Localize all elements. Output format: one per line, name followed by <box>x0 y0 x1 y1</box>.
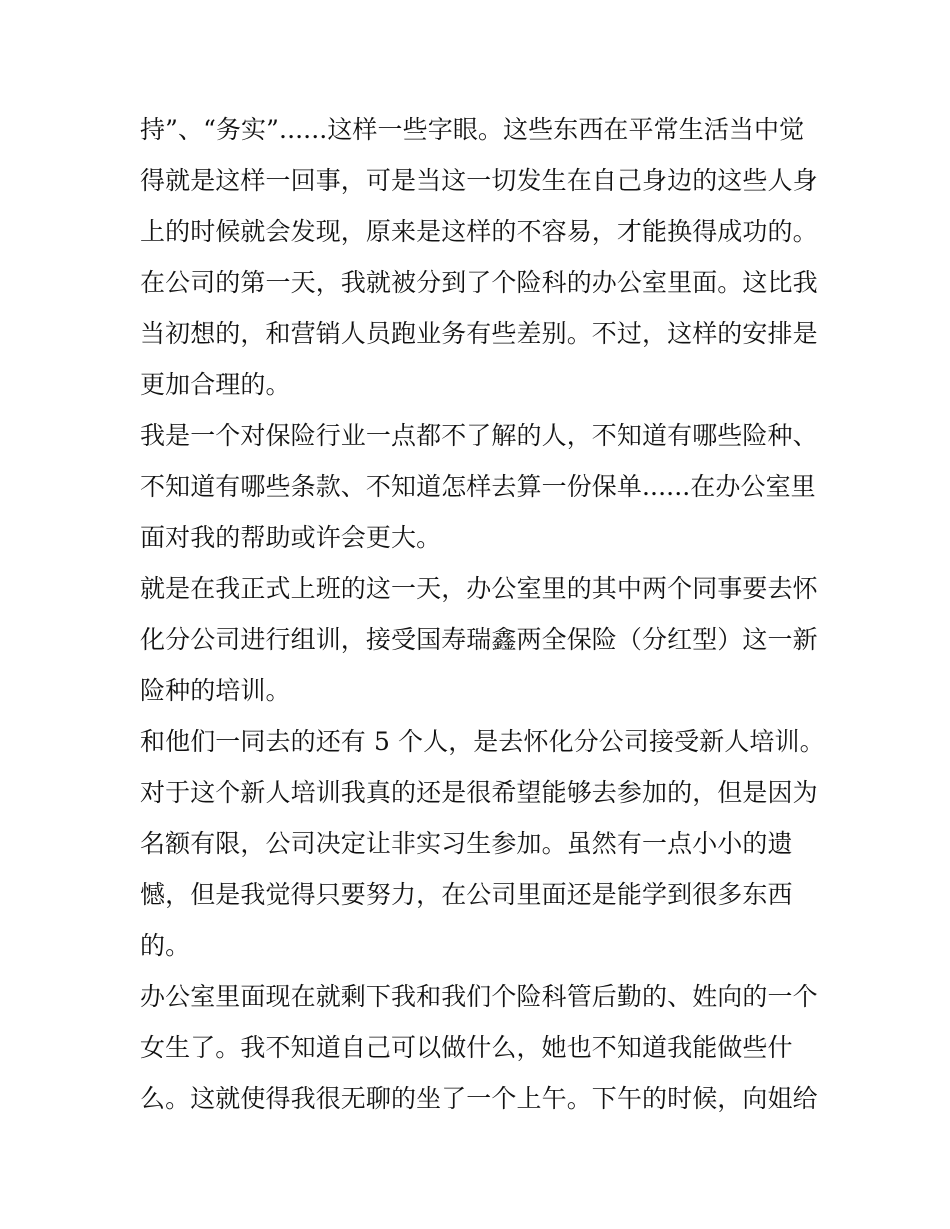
text-line: 名额有限，公司决定让非实习生参加。虽然有一点小小的遗 <box>140 829 793 858</box>
text-line: 当初想的，和营销人员跑业务有些差别。不过，这样的安排是 <box>140 319 818 348</box>
text-line: 么。这就使得我很无聊的坐了一个上午。下午的时候，向姐给 <box>140 1084 818 1113</box>
text-line: 险种的培训。 <box>140 676 291 705</box>
text-line: 就是在我正式上班的这一天，办公室里的其中两个同事要去怀 <box>140 574 818 603</box>
text-line: 憾，但是我觉得只要努力，在公司里面还是能学到很多东西 <box>140 880 793 909</box>
text-line: 得就是这样一回事，可是当这一切发生在自己身边的这些人身 <box>140 166 818 195</box>
text-line: 上的时候就会发现，原来是这样的不容易，才能换得成功的。 <box>140 217 818 246</box>
text-line: 对于这个新人培训我真的还是很希望能够去参加的，但是因为 <box>140 778 818 807</box>
document-body <box>140 104 825 1124</box>
text-line: 更加合理的。 <box>140 370 291 399</box>
text-line: 办公室里面现在就剩下我和我们个险科管后勤的、姓向的一个 <box>140 982 818 1011</box>
text-line: 在公司的第一天，我就被分到了个险科的办公室里面。这比我 <box>140 268 818 297</box>
text-line: 女生了。我不知道自己可以做什么，她也不知道我能做些什 <box>140 1033 793 1062</box>
text-line: 和他们一同去的还有 5 个人，是去怀化分公司接受新人培训。 <box>140 727 825 756</box>
text-line: 化分公司进行组训，接受国寿瑞鑫两全保险（分红型）这一新 <box>140 625 818 654</box>
text-line: 的。 <box>140 931 191 960</box>
text-line: 不知道有哪些条款、不知道怎样去算一份保单......在办公室里 <box>140 472 816 501</box>
text-line: 我是一个对保险行业一点都不了解的人，不知道有哪些险种、 <box>140 421 818 450</box>
text-line: 面对我的帮助或许会更大。 <box>140 523 442 552</box>
text-line: 持”、“务实”......这样一些字眼。这些东西在平常生活当中觉 <box>140 115 805 144</box>
